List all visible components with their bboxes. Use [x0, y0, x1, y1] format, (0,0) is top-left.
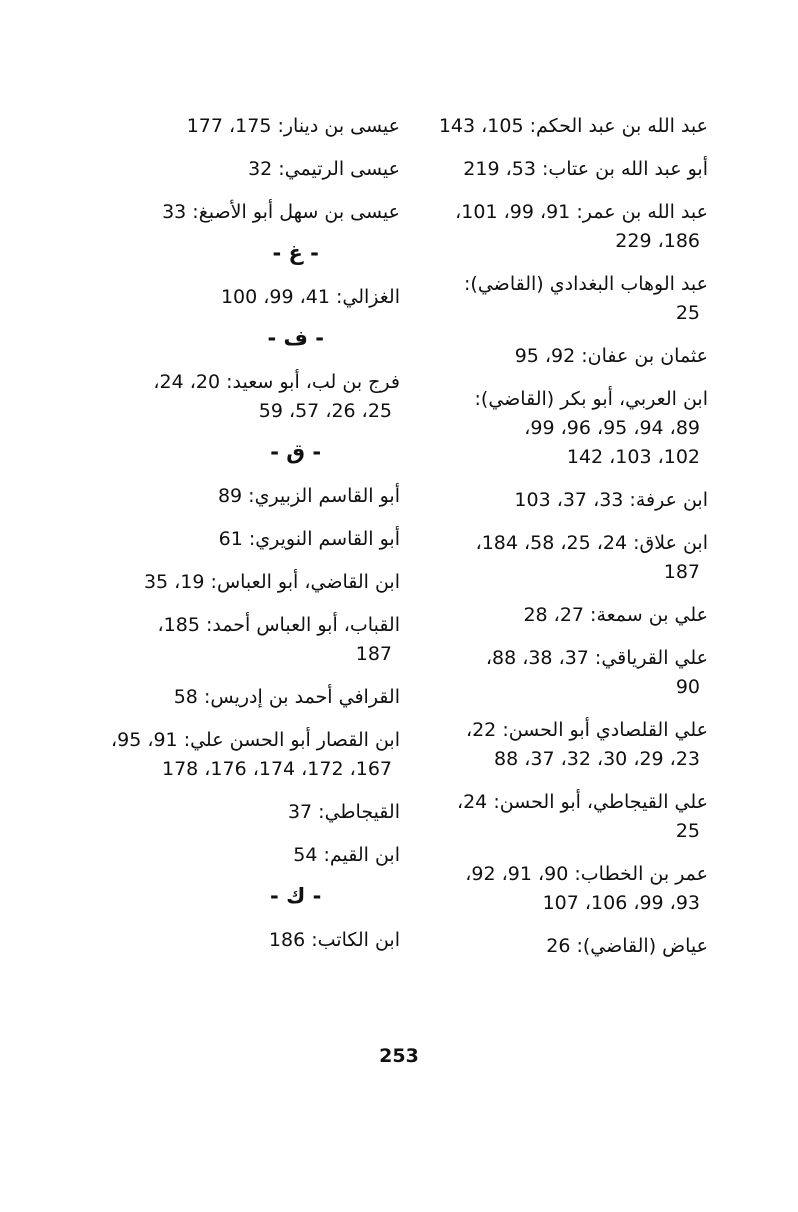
- index-entry: [410, 112, 708, 141]
- entry-continuation: 167، 172، 174، 176، 178: [161, 758, 392, 780]
- index-entry: [102, 841, 400, 870]
- entry-continuation: 102، 103، 142: [566, 446, 700, 468]
- index-entry: [102, 726, 400, 784]
- entry-text: عبد الوهاب البغدادي (القاضي):: [464, 273, 708, 295]
- index-entry: [410, 644, 708, 702]
- entry-continuation: 23، 29، 30، 32، 37، 88: [494, 748, 700, 770]
- entry-text: عيسى بن دينار: 175، 177: [186, 115, 400, 137]
- index-entry: [410, 198, 708, 256]
- index-entry: [102, 368, 400, 426]
- entry-text: عمر بن الخطاب: 90، 91، 92،: [465, 863, 708, 885]
- index-entry: [102, 611, 400, 669]
- letter-heading: - ك -: [270, 884, 322, 908]
- entry-text: عيسى بن سهل أبو الأصبغ: 33: [162, 201, 400, 223]
- entry-text: ابن الكاتب: 186: [268, 929, 400, 951]
- left-column: [102, 112, 400, 969]
- letter-heading: - ق -: [270, 440, 322, 464]
- index-entry: [410, 860, 708, 918]
- entry-continuation: 187: [355, 643, 392, 665]
- index-entry: [410, 601, 708, 630]
- index-entry: [102, 283, 400, 312]
- index-entry: [102, 198, 400, 227]
- entry-text: ابن عرفة: 33، 37، 103: [514, 489, 708, 511]
- entry-text: أبو القاسم الزبيري: 89: [217, 485, 400, 507]
- index-entry: [102, 798, 400, 827]
- right-column: [410, 112, 708, 975]
- entry-text: عيسى الرتيمي: 32: [248, 158, 400, 180]
- entry-text: علي القيجاطي، أبو الحسن: 24،: [456, 791, 708, 813]
- entry-text: علي القلصادي أبو الحسن: 22،: [465, 719, 708, 741]
- index-entry: [410, 932, 708, 961]
- entry-text: القرافي أحمد بن إدريس: 58: [173, 686, 400, 708]
- entry-text: أبو القاسم النويري: 61: [218, 528, 400, 550]
- entry-text: عثمان بن عفان: 92، 95: [514, 345, 708, 367]
- entry-text: ابن علاق: 24، 25، 58، 184،: [475, 532, 708, 554]
- entry-text: ابن القيم: 54: [293, 844, 400, 866]
- entry-continuation: 25: [675, 302, 700, 324]
- index-entry: [102, 112, 400, 141]
- index-entry: [410, 529, 708, 587]
- entry-text: عبد الله بن عبد الحكم: 105، 143: [438, 115, 708, 137]
- page-number: 253: [379, 1045, 419, 1067]
- entry-text: القيجاطي: 37: [287, 801, 400, 823]
- entry-text: علي القرياقي: 37، 38، 88،: [485, 647, 708, 669]
- letter-heading: - ف -: [267, 326, 324, 350]
- index-entry: [410, 385, 708, 472]
- index-entry: [102, 926, 400, 955]
- entry-text: ابن القاضي، أبو العباس: 19، 35: [143, 571, 400, 593]
- entry-continuation: 25، 26، 57، 59: [258, 400, 392, 422]
- index-entry: [102, 568, 400, 597]
- entry-continuation: 187: [663, 561, 700, 583]
- index-entry: [102, 482, 400, 511]
- entry-continuation: 90: [675, 676, 700, 698]
- entry-text: عبد الله بن عمر: 91، 99، 101،: [455, 201, 708, 223]
- entry-text: علي بن سمعة: 27، 28: [523, 604, 708, 626]
- entry-text: أبو عبد الله بن عتاب: 53، 219: [463, 158, 708, 180]
- entry-continuation: 186، 229: [615, 230, 700, 252]
- entry-text: ابن القصار أبو الحسن علي: 91، 95،: [110, 729, 400, 751]
- entry-continuation: 25: [675, 820, 700, 842]
- entry-text: الغزالي: 41، 99، 100: [220, 286, 400, 308]
- index-entry: [102, 525, 400, 554]
- index-entry: [102, 155, 400, 184]
- index-entry: [410, 270, 708, 328]
- entry-continuation: 93، 99، 106، 107: [542, 892, 700, 914]
- entry-text: القباب، أبو العباس أحمد: 185،: [157, 614, 400, 636]
- entry-text: عياض (القاضي): 26: [546, 935, 708, 957]
- index-entry: [410, 155, 708, 184]
- index-entry: [410, 716, 708, 774]
- index-entry: [102, 683, 400, 712]
- entry-continuation: 89، 94، 95، 96، 99،: [524, 417, 700, 439]
- letter-heading: - غ -: [272, 241, 319, 265]
- index-entry: [410, 788, 708, 846]
- entry-text: ابن العربي، أبو بكر (القاضي):: [474, 388, 708, 410]
- entry-text: فرج بن لب، أبو سعيد: 20، 24،: [153, 371, 400, 393]
- index-entry: [410, 342, 708, 371]
- index-entry: [410, 486, 708, 515]
